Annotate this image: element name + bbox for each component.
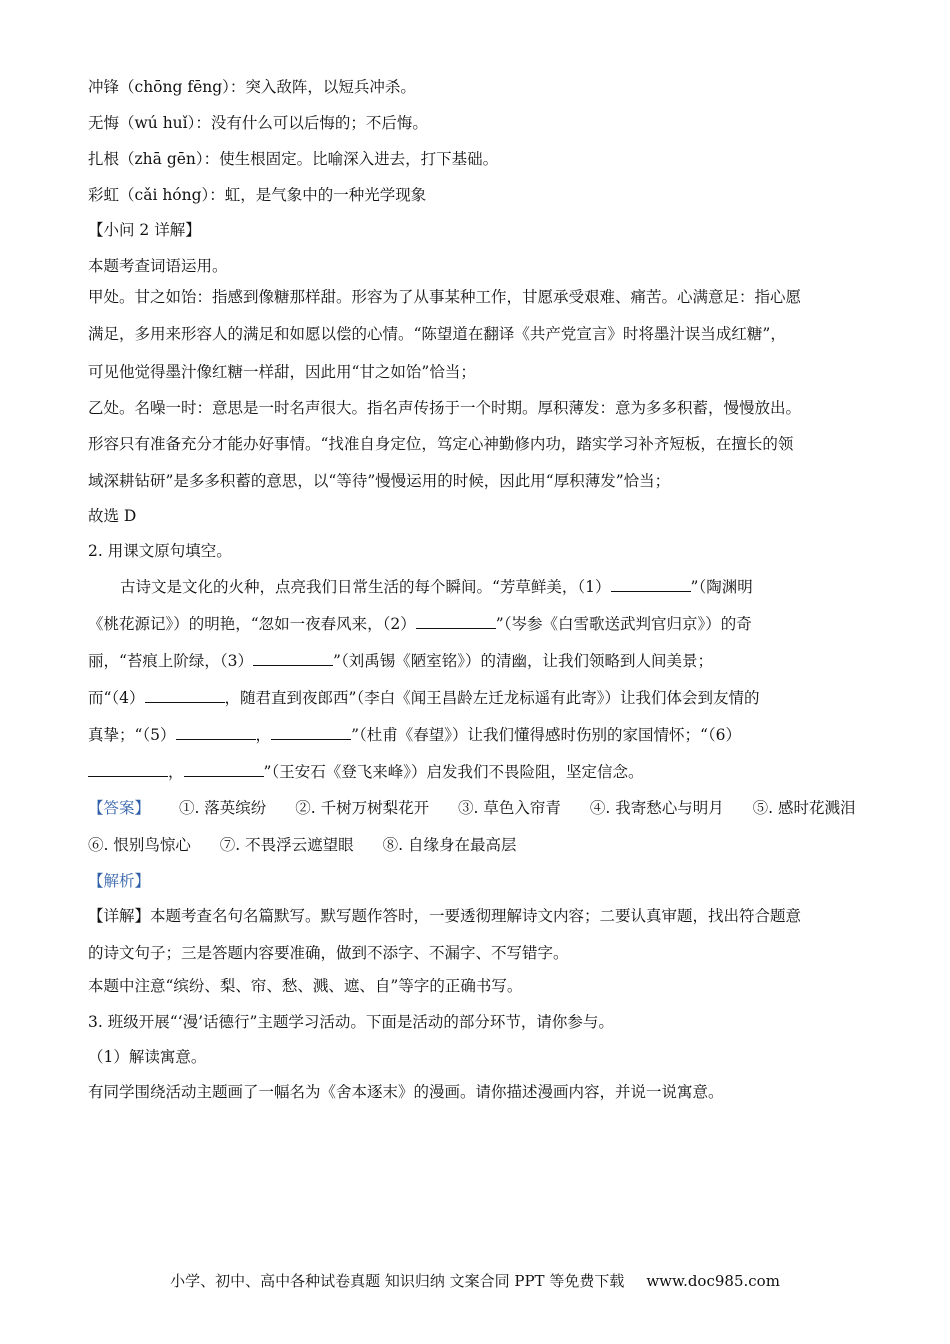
fill-blank-2 xyxy=(416,614,496,629)
question-3-title: 3. 班级开展“‘漫’话德行”主题学习活动。下面是活动的部分环节，请你参与。 xyxy=(88,1013,614,1031)
fill-blank-5b xyxy=(271,725,351,740)
vocab-definition: ：没有什么可以后悔的；不后悔。 xyxy=(195,114,428,132)
detail-line: 的诗文句子；三是答题内容要准确，做到不添字、不漏字、不写错字。 xyxy=(88,944,569,962)
q2-para1-line: 满足，多用来形容人的满足和如愿以偿的心情。“陈望道在翻译《共产党宣言》时将墨汁误当成红糖”， xyxy=(88,325,786,343)
passage-line: 丽，“苔痕上阶绿，（3） ”（刘禹锡《陋室铭》）的清幽，让我们领略到人间美景； xyxy=(88,652,713,670)
passage-line: 《桃花源记》）的明艳，“忽如一夜春风来，（2） ”（岑参《白雪歌送武判官归京》）的奇 xyxy=(88,615,752,633)
passage-line: 真挚；“（5） ， ”（杜甫《春望》）让我们懂得感时伤别的家国情怀；“（6） xyxy=(88,726,742,744)
vocab-pinyin: （wú huǐ） xyxy=(119,114,196,132)
vocab-definition: ：使生根固定。比喻深入进去，打下基础。 xyxy=(203,150,499,168)
q2-para1-line: 甲处。甘之如饴：指感到像糖那样甜。形容为了从事某种工作，甘愿承受艰难、痛苦。心满意足：指心愿 xyxy=(88,288,802,306)
vocab-line xyxy=(88,185,426,205)
footer-url: www.doc985.com xyxy=(646,1272,780,1290)
answer-item: ⑦. 不畏浮云遮望眼 xyxy=(219,836,354,854)
vocab-word: 无悔 xyxy=(88,114,120,132)
analysis-label: 【解析】 xyxy=(88,872,151,890)
fill-blank-6b xyxy=(184,762,264,777)
answer-item: ③. 草色入帘青 xyxy=(458,799,561,817)
footer-text: 小学、初中、高中各种试卷真题 知识归纳 文案合同 PPT 等免费下载 xyxy=(170,1272,625,1290)
answer-item: ⑤. 感时花溅泪 xyxy=(752,799,856,817)
vocab-definition: ：突入敌阵，以短兵冲杀。 xyxy=(229,78,416,96)
vocab-word: 扎根 xyxy=(88,150,120,168)
vocab-word: 冲锋 xyxy=(88,78,120,96)
question-3-subtitle: （1）解读寓意。 xyxy=(88,1048,207,1066)
page-footer xyxy=(0,1270,950,1291)
fill-blank-6a xyxy=(88,762,168,777)
passage-line: 而“（4） ，随君直到夜郎西”（李白《闻王昌龄左迁龙标遥有此寄》）让我们体会到友情的 xyxy=(88,689,760,707)
answer-item: ⑧. 自缘身在最高层 xyxy=(382,836,517,854)
answer-item: ①. 落英缤纷 xyxy=(178,799,267,817)
answer-row xyxy=(88,798,856,818)
vocab-pinyin: （zhā gēn） xyxy=(119,150,204,168)
passage-line: 古诗文是文化的火种，点亮我们日常生活的每个瞬间。“芳草鲜美，（1） ”（陶渊明 xyxy=(120,578,753,596)
fill-blank-5a xyxy=(176,725,256,740)
q2-para1-line: 可见他觉得墨汁像红糖一样甜，因此用“甘之如饴”恰当； xyxy=(88,363,476,381)
vocab-line xyxy=(88,113,428,133)
passage-line: ， ”（王安石《登飞来峰》）启发我们不畏险阻，坚定信念。 xyxy=(88,762,643,782)
q2-detail-heading: 【小问 2 详解】 xyxy=(88,221,201,239)
answer-row xyxy=(88,835,516,855)
question-2-title: 2. 用课文原句填空。 xyxy=(88,542,232,560)
q2-para2-line: 乙处。名噪一时：意思是一时名声很大。指名声传扬于一个时期。厚积薄发：意为多多积蓄，慢慢放出。 xyxy=(88,399,802,417)
detail-line: 【详解】本题考查名句名篇默写。默写题作答时，一要透彻理解诗文内容；二要认真审题，找出符合题意 xyxy=(88,907,802,925)
vocab-pinyin: （chōng fēng） xyxy=(119,78,230,96)
q2-intro: 本题考查词语运用。 xyxy=(88,257,228,275)
fill-blank-1 xyxy=(611,577,691,592)
answer-item: ②. 千树万树梨花开 xyxy=(295,799,430,817)
answer-label: 【答案】 xyxy=(88,799,151,817)
question-3-body: 有同学围绕活动主题画了一幅名为《舍本逐末》的漫画。请你描述漫画内容，并说一说寓意。 xyxy=(88,1083,724,1101)
answer-item: ⑥. 恨别鸟惊心 xyxy=(88,836,191,854)
vocab-definition: ：虹，是气象中的一种光学现象 xyxy=(209,186,427,204)
q2-para2-line: 域深耕钻研”是多多积蓄的意思，以“等待”慢慢运用的时候，因此用“厚积薄发”恰当； xyxy=(88,472,671,490)
vocab-word: 彩虹 xyxy=(88,186,120,204)
vocab-line xyxy=(88,77,416,97)
vocab-line xyxy=(88,149,498,169)
q2-conclusion: 故选 D xyxy=(88,507,137,525)
vocab-pinyin: （cǎi hóng） xyxy=(119,186,210,204)
detail-note: 本题中注意“缤纷、梨、帘、愁、溅、遮、自”等字的正确书写。 xyxy=(88,977,523,995)
fill-blank-4 xyxy=(145,688,225,703)
answer-item: ④. 我寄愁心与明月 xyxy=(589,799,724,817)
q2-para2-line: 形容只有准备充分才能办好事情。“找准自身定位，笃定心神勤修内功，踏实学习补齐短板，在擅长的领 xyxy=(88,435,794,453)
fill-blank-3 xyxy=(253,651,333,666)
